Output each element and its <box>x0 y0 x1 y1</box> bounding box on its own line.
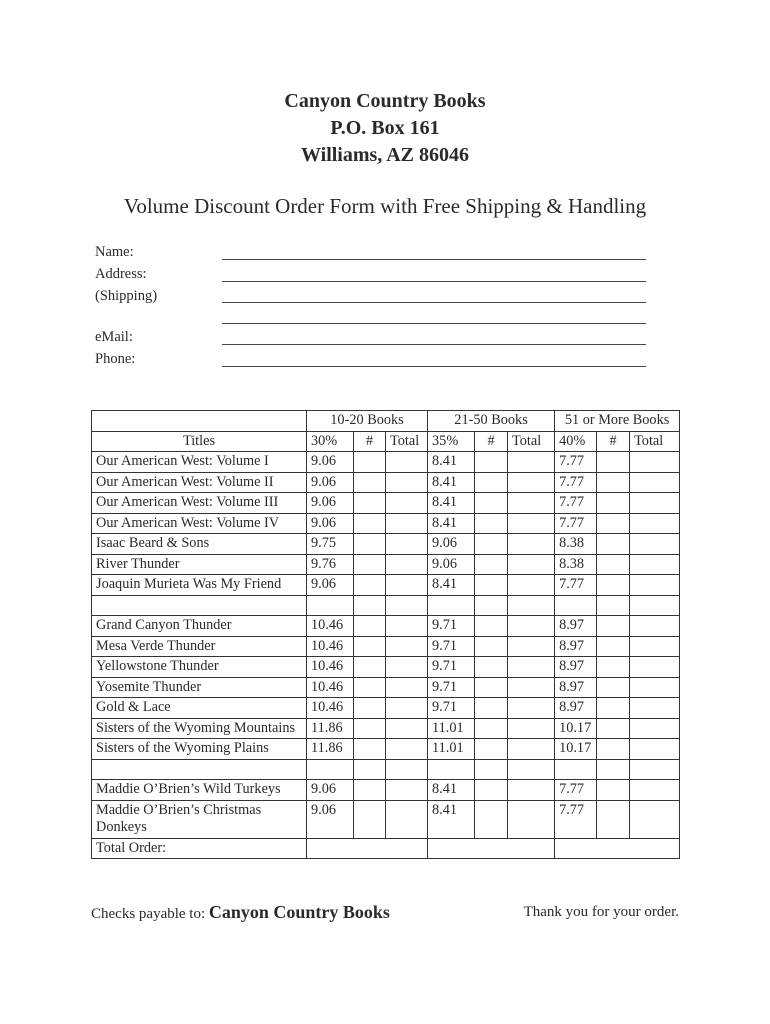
total-10-20[interactable] <box>386 800 428 838</box>
book-title: Maddie O’Brien’s Christmas Donkeys <box>92 800 307 838</box>
price-35: 9.71 <box>428 698 475 719</box>
price-40: 7.77 <box>555 493 597 514</box>
group-header-10-20: 10-20 Books <box>307 411 428 432</box>
price-40: 7.77 <box>555 780 597 801</box>
qty-51-more[interactable] <box>597 595 630 616</box>
group-header-row <box>92 411 680 432</box>
total-10-20[interactable] <box>386 595 428 616</box>
total-21-50[interactable] <box>508 575 555 596</box>
qty-51-more[interactable] <box>597 636 630 657</box>
table-row <box>92 554 680 575</box>
price-35: 9.71 <box>428 657 475 678</box>
total-21-50[interactable] <box>508 677 555 698</box>
qty-10-20[interactable] <box>354 534 386 555</box>
shipping-label: (Shipping) <box>95 288 158 304</box>
qty-21-50[interactable] <box>475 739 508 760</box>
company-name: Canyon Country Books <box>284 90 486 112</box>
form-subtitle: Volume Discount Order Form with Free Shipping & Handling <box>123 194 647 218</box>
total-21-50[interactable] <box>508 534 555 555</box>
total-21-50[interactable] <box>508 739 555 760</box>
table-row <box>92 739 680 760</box>
total-51-more[interactable] <box>630 636 680 657</box>
total-10-20[interactable] <box>386 759 428 780</box>
price-35: 8.41 <box>428 472 475 493</box>
total-51-more[interactable] <box>630 718 680 739</box>
qty-51-more[interactable] <box>597 616 630 637</box>
book-title: Sisters of the Wyoming Mountains <box>92 718 307 739</box>
price-30 <box>307 759 354 780</box>
book-title: Gold & Lace <box>92 698 307 719</box>
price-30: 10.46 <box>307 677 354 698</box>
qty-21-50[interactable] <box>475 575 508 596</box>
qty-51-more[interactable] <box>597 739 630 760</box>
price-35: 9.71 <box>428 677 475 698</box>
qty-10-20[interactable] <box>354 493 386 514</box>
price-35: 8.41 <box>428 575 475 596</box>
total-51-more[interactable] <box>630 698 680 719</box>
total-10-20[interactable] <box>386 534 428 555</box>
total-51-more[interactable] <box>630 739 680 760</box>
total-21-50[interactable] <box>508 718 555 739</box>
table-row <box>92 493 680 514</box>
checks-prefix: Checks payable to: <box>91 906 206 922</box>
book-title: Maddie O’Brien’s Wild Turkeys <box>92 780 307 801</box>
price-40: 8.97 <box>555 636 597 657</box>
qty-21-50[interactable] <box>475 472 508 493</box>
table-row <box>92 595 680 616</box>
price-35: 9.06 <box>428 534 475 555</box>
total-51-more[interactable] <box>630 800 680 838</box>
count-header-3: # <box>597 431 630 452</box>
address-label: Address: <box>95 266 147 282</box>
price-30 <box>307 595 354 616</box>
table-row <box>92 718 680 739</box>
book-title: Sisters of the Wyoming Plains <box>92 739 307 760</box>
qty-21-50[interactable] <box>475 698 508 719</box>
address-line-2[interactable] <box>222 302 646 303</box>
table-row <box>92 780 680 801</box>
total-10-20[interactable] <box>386 636 428 657</box>
price-35: 8.41 <box>428 513 475 534</box>
table-row <box>92 575 680 596</box>
qty-10-20[interactable] <box>354 554 386 575</box>
table-row <box>92 452 680 473</box>
total-51-more[interactable] <box>630 759 680 780</box>
total-51-more[interactable] <box>630 534 680 555</box>
price-30: 11.86 <box>307 718 354 739</box>
book-title: River Thunder <box>92 554 307 575</box>
price-30: 9.06 <box>307 452 354 473</box>
table-row <box>92 759 680 780</box>
book-title: Yosemite Thunder <box>92 677 307 698</box>
price-40: 8.38 <box>555 554 597 575</box>
price-30: 10.46 <box>307 616 354 637</box>
total-21-50[interactable] <box>508 636 555 657</box>
qty-21-50[interactable] <box>475 595 508 616</box>
order-table <box>91 410 680 859</box>
price-30: 9.06 <box>307 493 354 514</box>
qty-51-more[interactable] <box>597 698 630 719</box>
qty-10-20[interactable] <box>354 513 386 534</box>
total-10-20[interactable] <box>386 698 428 719</box>
pct-header-3: 40% <box>555 431 597 452</box>
total-21-50[interactable] <box>508 780 555 801</box>
qty-51-more[interactable] <box>597 657 630 678</box>
price-40 <box>555 595 597 616</box>
address-line-3[interactable] <box>222 323 646 324</box>
qty-51-more[interactable] <box>597 493 630 514</box>
column-header-row <box>92 431 680 452</box>
price-30: 9.06 <box>307 800 354 838</box>
phone-label: Phone: <box>95 351 136 367</box>
table-row <box>92 698 680 719</box>
price-35 <box>428 595 475 616</box>
group-header-51-more: 51 or More Books <box>555 411 680 432</box>
total-order-label: Total Order: <box>92 838 307 859</box>
address-line-1[interactable] <box>222 281 646 282</box>
total-10-20[interactable] <box>386 718 428 739</box>
qty-21-50[interactable] <box>475 513 508 534</box>
total-21-50[interactable] <box>508 493 555 514</box>
price-30: 11.86 <box>307 739 354 760</box>
titles-header: Titles <box>92 431 307 452</box>
price-40: 8.97 <box>555 616 597 637</box>
table-row <box>92 677 680 698</box>
total-order-row <box>92 838 680 859</box>
table-row <box>92 513 680 534</box>
total-10-20[interactable] <box>386 616 428 637</box>
book-title: Mesa Verde Thunder <box>92 636 307 657</box>
qty-51-more[interactable] <box>597 554 630 575</box>
price-30: 9.76 <box>307 554 354 575</box>
total-51-more[interactable] <box>630 677 680 698</box>
qty-51-more[interactable] <box>597 759 630 780</box>
total-order-21-50[interactable] <box>428 838 555 859</box>
name-line[interactable] <box>222 259 646 260</box>
total-21-50[interactable] <box>508 657 555 678</box>
email-line[interactable] <box>222 344 646 345</box>
total-21-50[interactable] <box>508 595 555 616</box>
qty-51-more[interactable] <box>597 452 630 473</box>
price-35: 9.71 <box>428 616 475 637</box>
total-21-50[interactable] <box>508 513 555 534</box>
qty-10-20[interactable] <box>354 780 386 801</box>
price-35: 11.01 <box>428 718 475 739</box>
price-40: 8.97 <box>555 698 597 719</box>
qty-51-more[interactable] <box>597 513 630 534</box>
qty-10-20[interactable] <box>354 575 386 596</box>
price-35: 9.06 <box>428 554 475 575</box>
pct-header-1: 30% <box>307 431 354 452</box>
total-10-20[interactable] <box>386 472 428 493</box>
checks-brand: Canyon Country Books <box>208 902 390 922</box>
price-30: 10.46 <box>307 698 354 719</box>
qty-10-20[interactable] <box>354 739 386 760</box>
qty-10-20[interactable] <box>354 800 386 838</box>
total-51-more[interactable] <box>630 513 680 534</box>
email-label: eMail: <box>95 329 133 345</box>
qty-10-20[interactable] <box>354 616 386 637</box>
price-30: 9.06 <box>307 780 354 801</box>
total-51-more[interactable] <box>630 575 680 596</box>
qty-21-50[interactable] <box>475 780 508 801</box>
book-title: Our American West: Volume I <box>92 452 307 473</box>
qty-10-20[interactable] <box>354 759 386 780</box>
total-10-20[interactable] <box>386 739 428 760</box>
total-header-3: Total <box>630 431 680 452</box>
book-title: Yellowstone Thunder <box>92 657 307 678</box>
price-40: 10.17 <box>555 739 597 760</box>
total-51-more[interactable] <box>630 493 680 514</box>
qty-51-more[interactable] <box>597 780 630 801</box>
total-order-51-more[interactable] <box>555 838 680 859</box>
pct-header-2: 35% <box>428 431 475 452</box>
qty-21-50[interactable] <box>475 534 508 555</box>
qty-21-50[interactable] <box>475 493 508 514</box>
qty-51-more[interactable] <box>597 718 630 739</box>
qty-10-20[interactable] <box>354 595 386 616</box>
total-21-50[interactable] <box>508 472 555 493</box>
order-body <box>92 452 680 839</box>
total-51-more[interactable] <box>630 780 680 801</box>
qty-51-more[interactable] <box>597 472 630 493</box>
total-10-20[interactable] <box>386 513 428 534</box>
price-30: 9.06 <box>307 472 354 493</box>
qty-51-more[interactable] <box>597 677 630 698</box>
total-header-1: Total <box>386 431 428 452</box>
price-40: 8.97 <box>555 677 597 698</box>
book-title: Grand Canyon Thunder <box>92 616 307 637</box>
total-21-50[interactable] <box>508 759 555 780</box>
qty-10-20[interactable] <box>354 452 386 473</box>
total-10-20[interactable] <box>386 554 428 575</box>
price-30: 10.46 <box>307 636 354 657</box>
group-header-21-50: 21-50 Books <box>428 411 555 432</box>
thank-you-note: Thank you for your order. <box>523 904 679 920</box>
qty-10-20[interactable] <box>354 677 386 698</box>
book-title: Our American West: Volume II <box>92 472 307 493</box>
qty-10-20[interactable] <box>354 718 386 739</box>
book-title <box>92 759 307 780</box>
total-51-more[interactable] <box>630 554 680 575</box>
price-35 <box>428 759 475 780</box>
name-label: Name: <box>95 244 134 260</box>
price-40: 8.38 <box>555 534 597 555</box>
qty-10-20[interactable] <box>354 698 386 719</box>
total-21-50[interactable] <box>508 554 555 575</box>
total-10-20[interactable] <box>386 677 428 698</box>
qty-10-20[interactable] <box>354 657 386 678</box>
price-30: 9.06 <box>307 513 354 534</box>
blank-header-cell <box>92 411 307 432</box>
book-title: Joaquin Murieta Was My Friend <box>92 575 307 596</box>
total-10-20[interactable] <box>386 493 428 514</box>
table-row <box>92 616 680 637</box>
table-row <box>92 636 680 657</box>
price-35: 8.41 <box>428 452 475 473</box>
price-40: 7.77 <box>555 452 597 473</box>
qty-10-20[interactable] <box>354 636 386 657</box>
qty-21-50[interactable] <box>475 554 508 575</box>
table-row <box>92 472 680 493</box>
price-35: 9.71 <box>428 636 475 657</box>
total-21-50[interactable] <box>508 698 555 719</box>
company-address-line1: P.O. Box 161 <box>330 117 440 139</box>
price-30: 10.46 <box>307 657 354 678</box>
qty-21-50[interactable] <box>475 616 508 637</box>
qty-51-more[interactable] <box>597 800 630 838</box>
total-10-20[interactable] <box>386 657 428 678</box>
phone-line[interactable] <box>222 366 646 367</box>
total-51-more[interactable] <box>630 616 680 637</box>
total-51-more[interactable] <box>630 472 680 493</box>
total-51-more[interactable] <box>630 595 680 616</box>
company-address-line2: Williams, AZ 86046 <box>301 144 469 166</box>
book-title: Our American West: Volume IV <box>92 513 307 534</box>
table-row <box>92 800 680 838</box>
book-title: Our American West: Volume III <box>92 493 307 514</box>
qty-21-50[interactable] <box>475 718 508 739</box>
price-35: 11.01 <box>428 739 475 760</box>
price-40: 10.17 <box>555 718 597 739</box>
qty-21-50[interactable] <box>475 636 508 657</box>
qty-51-more[interactable] <box>597 534 630 555</box>
book-title: Isaac Beard & Sons <box>92 534 307 555</box>
price-40: 7.77 <box>555 513 597 534</box>
qty-21-50[interactable] <box>475 800 508 838</box>
price-40: 7.77 <box>555 575 597 596</box>
total-10-20[interactable] <box>386 575 428 596</box>
total-21-50[interactable] <box>508 616 555 637</box>
price-40: 8.97 <box>555 657 597 678</box>
price-35: 8.41 <box>428 800 475 838</box>
total-10-20[interactable] <box>386 452 428 473</box>
price-35: 8.41 <box>428 493 475 514</box>
count-header-1: # <box>354 431 386 452</box>
table-row <box>92 657 680 678</box>
qty-21-50[interactable] <box>475 759 508 780</box>
checks-payable <box>91 902 390 923</box>
qty-10-20[interactable] <box>354 472 386 493</box>
qty-21-50[interactable] <box>475 677 508 698</box>
price-30: 9.75 <box>307 534 354 555</box>
price-40: 7.77 <box>555 472 597 493</box>
total-21-50[interactable] <box>508 452 555 473</box>
total-header-2: Total <box>508 431 555 452</box>
price-30: 9.06 <box>307 575 354 596</box>
qty-21-50[interactable] <box>475 657 508 678</box>
total-21-50[interactable] <box>508 800 555 838</box>
qty-21-50[interactable] <box>475 452 508 473</box>
count-header-2: # <box>475 431 508 452</box>
total-51-more[interactable] <box>630 452 680 473</box>
total-51-more[interactable] <box>630 657 680 678</box>
qty-51-more[interactable] <box>597 575 630 596</box>
total-10-20[interactable] <box>386 780 428 801</box>
price-40 <box>555 759 597 780</box>
price-35: 8.41 <box>428 780 475 801</box>
book-title <box>92 595 307 616</box>
price-40: 7.77 <box>555 800 597 838</box>
total-order-10-20[interactable] <box>307 838 428 859</box>
table-row <box>92 534 680 555</box>
